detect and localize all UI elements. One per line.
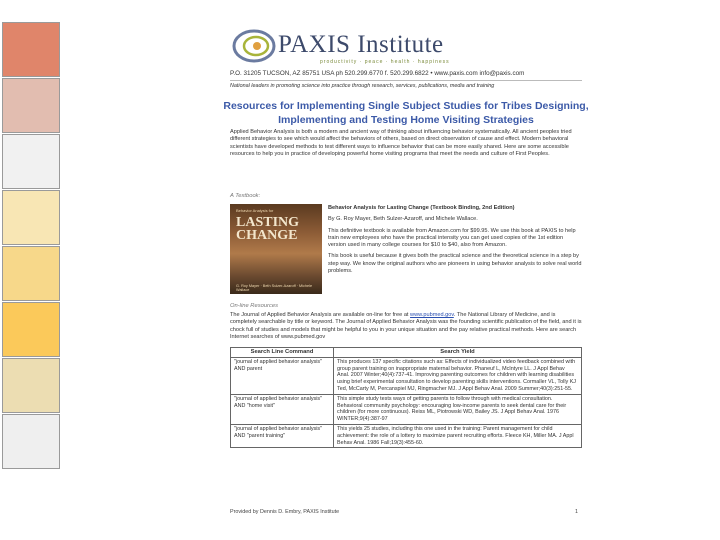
table-row <box>231 357 582 394</box>
book-cover-authors: G. Roy Mayer · Beth Sulzer-Azaroff · Michele Wallace <box>236 284 313 292</box>
book-description <box>328 205 582 279</box>
table-header-row <box>231 348 582 358</box>
book-cover-series: Behavior Analysis for <box>236 208 274 213</box>
document-page <box>220 22 592 522</box>
color-swatch[interactable] <box>2 358 60 413</box>
book-cover-title: LASTING CHANGE <box>236 215 300 243</box>
search-command-cell: "journal of applied behavior analysis" AND parent <box>231 357 334 394</box>
document-title: Resources for Implementing Single Subject Studies for Tribes Designing, Implementing and Testing Home Visiting Strategies <box>223 100 589 126</box>
table-header-yield: Search Yield <box>334 348 582 358</box>
intro-paragraph: Applied Behavior Analysis is both a modern and ancient way of thinking about influencing behavior systematically. All ancient peoples tried different strategies to see which would affect the behaviors of others, based on direct observation of cause and effect. Modern behavioral scientists have developed methods to test different ways to influence behavior that can be more easily shared. Here are some accessible resources to help you in practice of developing powerful home visiting programs that meet the needs and culture of First Peoples. <box>230 129 572 157</box>
logo-text: PAXIS Institute <box>278 31 444 58</box>
table-row <box>231 394 582 424</box>
page-number: 1 <box>575 509 578 515</box>
online-paragraph <box>230 312 582 341</box>
search-command-cell: "journal of applied behavior analysis" AND "home visit" <box>231 394 334 424</box>
book-title: Behavior Analysis for Lasting Change (Textbook Binding, 2nd Edition) <box>328 205 515 211</box>
search-yield-cell: This produces 137 specific citations such as: Effects of individualized video feedback combined with group parent training on inappropriate maternal behavior. Phaneuf L, McIntyre LL. J Appl Behav Anal. 2007 Winter;40(4):737-41. Improving parenting outcomes for children with learning disabilities using brief experimental consultation to develop parenting skills interventions. Cormaller VL, Tolly KJ Ted, McCarty M, Percanspiel MJ, Ringmacher MJ. J Appl Behav Anal. 2009 Summer;40(3):251-55. <box>334 357 582 394</box>
contact-line: P.O. 31205 TUCSON, AZ 85751 USA ph 520.299.6770 f. 520.299.6822 • www.paxis.com info@paxis.com <box>230 70 525 77</box>
color-swatch[interactable] <box>2 190 60 245</box>
color-swatch[interactable] <box>2 246 60 301</box>
search-yield-cell: This simple study tests ways of getting parents to follow through with medical consultation. Behavioral community psychology: encouraging low-income parents to seek dental care for their children (for more continuous). Reiss ML, Piotrowski WD, Bailey JS. J Appl Behav Anal. 1976 WINTER;9(4):387-97 <box>334 394 582 424</box>
book-paragraph-1: This definitive textbook is available from Amazon.com for $99.95. We use this book at PAXIS to help train new employees who have the practical intensity you can get used copies of the 1st edition version used in many college courses for $10 to $40, also from Amazon. <box>328 227 576 249</box>
online-text-pre: The Journal of Applied Behavior Analysis are available on-line for free at <box>230 312 411 318</box>
table-header-command: Search Line Command <box>231 348 334 358</box>
search-command-cell: "journal of applied behavior analysis" AND "parent training" <box>231 424 334 447</box>
color-swatch-strip <box>2 22 62 470</box>
logo-tagline: productivity · peace · health · happiness <box>320 59 450 65</box>
color-swatch[interactable] <box>2 302 60 357</box>
book-paragraph-2: This book is useful because it gives both the practical science and the theoretical science in a step by step way. We know the original authors who are pioneers in using behavior analysis to solve real world problems. <box>328 253 582 275</box>
color-swatch[interactable] <box>2 22 60 77</box>
search-table <box>230 347 582 448</box>
color-swatch[interactable] <box>2 414 60 469</box>
book-cover-image <box>230 204 322 294</box>
color-swatch[interactable] <box>2 78 60 133</box>
book-authors: By G. Roy Mayer, Beth Sulzer-Azaroff, and Michele Wallace. <box>328 216 478 223</box>
page-footer <box>230 509 582 515</box>
textbook-heading: A Textbook: <box>230 193 261 199</box>
paxis-logo-icon <box>232 28 276 64</box>
online-text-post: . The National Library of Medicine, and is completely searchable by title or keyword. The Journal of Applied Behavior Analysis was the founding scientific publication of the field, and it is chock full of studies and models that might be helpful to you in your unique situation and the pay relative practical methods. Here are search Internet searches of www.pubmed.gov <box>230 312 582 340</box>
color-swatch[interactable] <box>2 134 60 189</box>
pubmed-link[interactable]: www.pubmed.gov <box>410 312 454 318</box>
paxis-logo <box>232 28 582 68</box>
footer-credit: Provided by Dennis D. Embry, PAXIS Institute <box>230 509 340 515</box>
search-yield-cell: This yields 25 studies, including this one used in the training: Parent management for child achievement: the role of a lottery to maximize parent recruiting efforts. Fleece KH, Miller MA. J Appl Behav Anal. 1986 Fall;19(3):455-60. <box>334 424 582 447</box>
table-row <box>231 424 582 447</box>
org-tagline: National leaders in promoting science into practice through research, services, publications, media and training <box>230 80 582 89</box>
online-heading: On-line Resources <box>230 303 279 309</box>
